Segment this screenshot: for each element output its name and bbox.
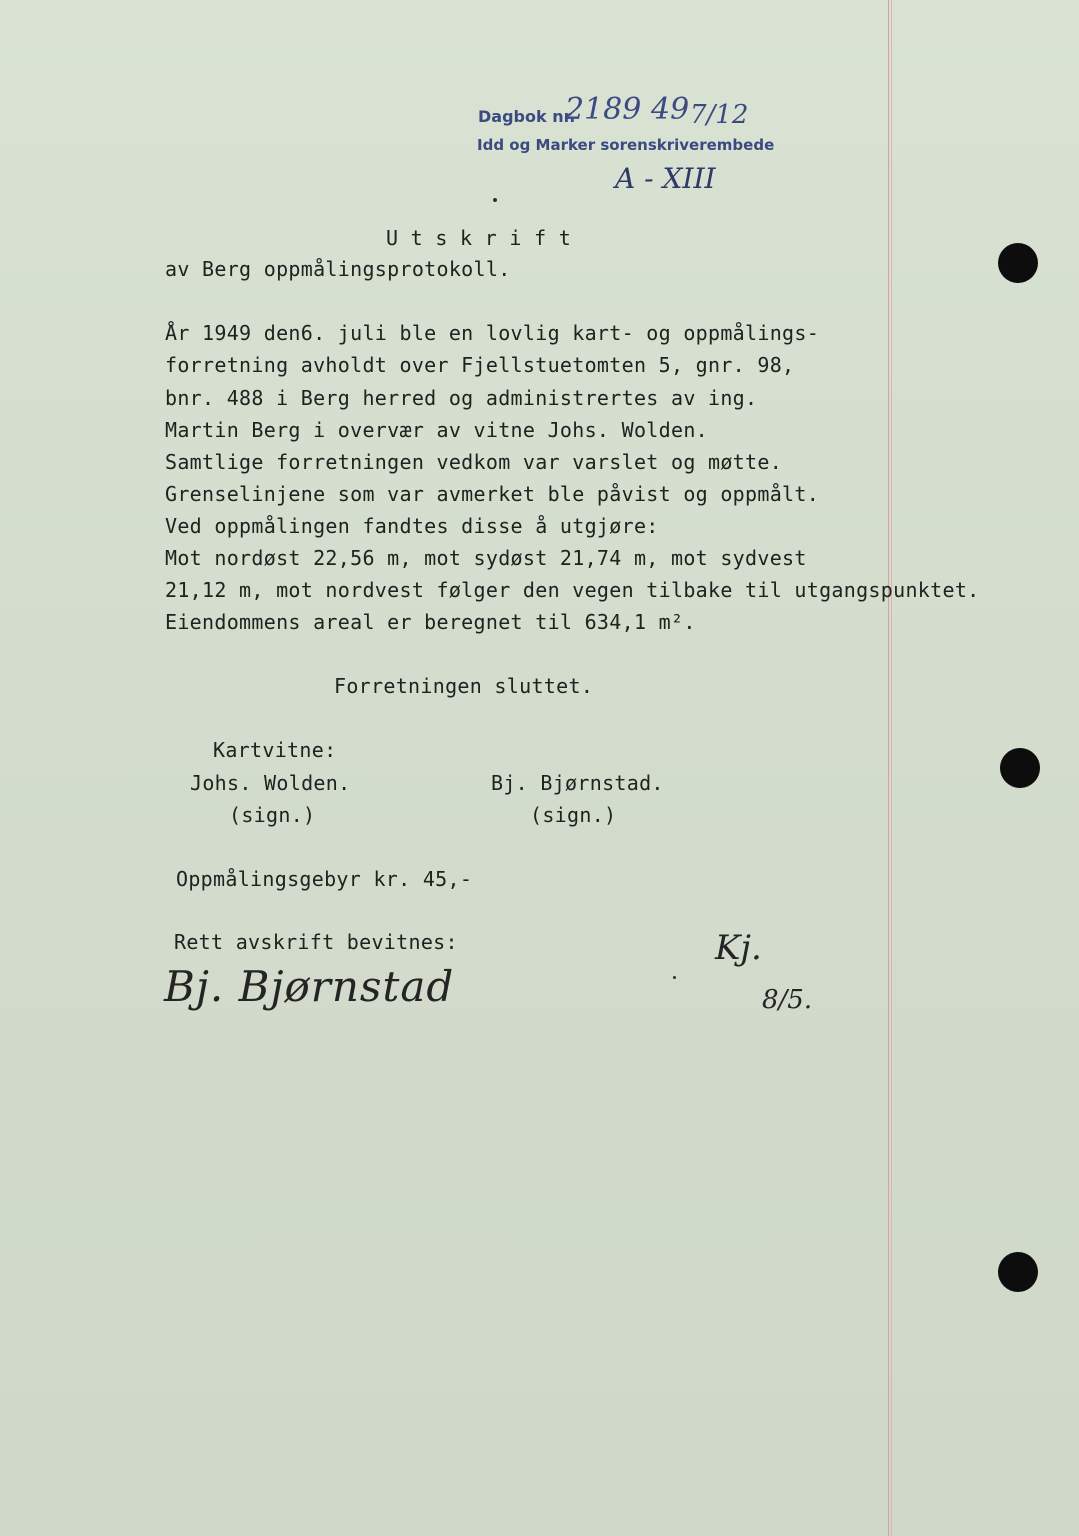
document-title: U t s k r i f t	[386, 226, 572, 250]
body-line: Grenselinjene som var avmerket ble påvist og oppmålt.	[165, 482, 820, 506]
stamp-journal-number: 2189	[565, 92, 642, 127]
margin-line	[888, 0, 889, 1536]
certification-line: Rett avskrift bevitnes:	[174, 930, 458, 954]
stamp-journal-handwritten: 7/12	[690, 100, 749, 130]
handwritten-signature: Bj. Bjørnstad	[164, 962, 455, 1011]
stamp-journal-suffix: 49	[651, 92, 690, 127]
witness-left-name: Johs. Wolden.	[190, 771, 351, 795]
witness-left-sign: (sign.)	[229, 803, 316, 827]
body-line: Mot nordøst 22,56 m, mot sydøst 21,74 m, mot sydvest	[165, 546, 807, 570]
ink-speck	[493, 198, 497, 202]
stamp-office-name: Idd og Marker sorenskriverembede	[477, 136, 775, 154]
witness-right-name: Bj. Bjørnstad.	[491, 771, 664, 795]
survey-fee: Oppmålingsgebyr kr. 45,-	[176, 867, 473, 891]
body-line: Samtlige forretningen vedkom var varslet og møtte.	[165, 450, 783, 474]
stamp-journal-prefix: Dagbok nr.	[478, 107, 576, 126]
closing-statement: Forretningen sluttet.	[334, 674, 594, 698]
stamp-volume: A - XIII	[615, 162, 716, 195]
body-line: bnr. 488 i Berg herred og administrertes av ing.	[165, 386, 758, 410]
body-line: Martin Berg i overvær av vitne Johs. Wolden.	[165, 418, 709, 442]
margin-line-secondary	[891, 0, 892, 1536]
handwritten-initials: Kj.	[715, 928, 762, 968]
punch-hole-bottom	[998, 1252, 1038, 1292]
body-line: forretning avholdt over Fjellstuetomten 5, gnr. 98,	[165, 353, 795, 377]
body-line: År 1949 den6. juli ble en lovlig kart- og oppmålings-	[165, 321, 820, 345]
witness-heading: Kartvitne:	[213, 738, 337, 762]
body-line: Ved oppmålingen fandtes disse å utgjøre:	[165, 514, 659, 538]
handwritten-date: 8/5.	[762, 985, 813, 1015]
body-line: 21,12 m, mot nordvest følger den vegen tilbake til utgangspunktet.	[165, 578, 980, 602]
punch-hole-top	[998, 243, 1038, 283]
punch-hole-middle	[1000, 748, 1040, 788]
body-line: Eiendommens areal er beregnet til 634,1 m².	[165, 610, 696, 634]
witness-right-sign: (sign.)	[530, 803, 617, 827]
ink-speck	[673, 976, 676, 979]
document-subtitle: av Berg oppmålingsprotokoll.	[165, 257, 511, 281]
